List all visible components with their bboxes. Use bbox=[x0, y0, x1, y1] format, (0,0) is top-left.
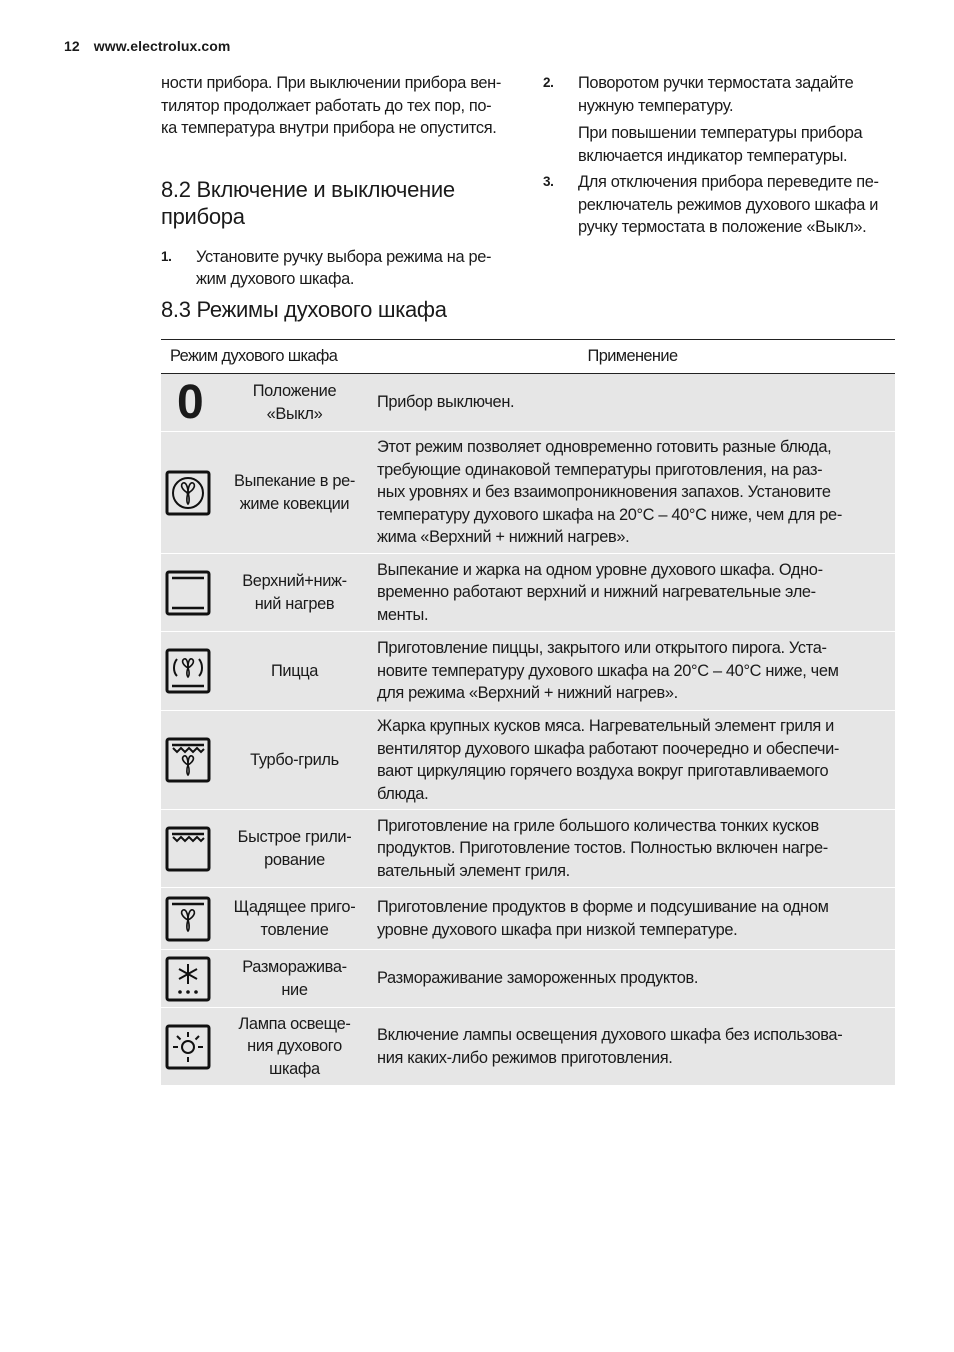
defrost-icon bbox=[165, 956, 211, 1002]
top-bottom-heat-icon bbox=[165, 570, 211, 616]
table-row bbox=[161, 632, 895, 711]
mode-name: Лампа освеще- ния духового шкафа bbox=[219, 1008, 370, 1086]
oven-modes-table bbox=[161, 339, 895, 1086]
table-row bbox=[161, 950, 895, 1008]
mode-description: Приготовление на гриле большого количества тонких кусков продуктов. Приготовление тостов. Полностью включен нагре- вательный элемент гриля. bbox=[370, 810, 895, 888]
mode-description: Размораживание замороженных продуктов. bbox=[370, 950, 895, 1008]
table-row bbox=[161, 711, 895, 810]
table-row bbox=[161, 888, 895, 950]
zero-symbol: 0 bbox=[177, 375, 203, 429]
mode-description: Выпекание и жарка на одном уровне духового шкафа. Одно- временно работают верхний и нижний нагревательные эле- менты. bbox=[370, 554, 895, 632]
step-1: 1. Установите ручку выбора режима на ре- жим духового шкафа. bbox=[161, 247, 492, 288]
mode-description: Приготовление продуктов в форме и подсушивание на одном уровне духового шкафа при низкой температуре. bbox=[370, 888, 895, 950]
table-row bbox=[161, 432, 895, 554]
table-row bbox=[161, 374, 895, 432]
mode-description: Этот режим позволяет одновременно готовить разные блюда, требующие одинаковой температуры приготовления, на раз- ных уровнях и без взаимопроникновения запахов. Установите температуру духового шкафа на 20°C – 40°C ниже, чем для ре- жима «Верхний + нижний нагрев». bbox=[370, 432, 895, 554]
table-row bbox=[161, 810, 895, 888]
section-8-2-title: 8.2 Включение и выключение прибора bbox=[161, 176, 455, 229]
table-row bbox=[161, 1008, 895, 1086]
mode-description: Жарка крупных кусков мяса. Нагревательный элемент гриля и вентилятор духового шкафа работают поочередно и обеспечи- вают циркуляцию горячего воздуха вокруг приготавливаемого блюда. bbox=[370, 711, 895, 810]
section-number: 8.3 bbox=[161, 297, 191, 322]
table-row bbox=[161, 554, 895, 632]
gentle-cooking-icon bbox=[165, 896, 211, 942]
mode-name: Быстрое грили- рование bbox=[219, 810, 370, 888]
left-column bbox=[161, 72, 513, 291]
mode-description: Прибор выключен. bbox=[370, 374, 895, 432]
right-column bbox=[543, 72, 895, 239]
fan-convection-icon bbox=[165, 470, 211, 516]
lamp-icon bbox=[165, 1024, 211, 1070]
intro-paragraph: ности прибора. При выключении прибора вен- тилятор продолжает работать до тех пор, по- ка температура внутри прибора не опустится. bbox=[161, 74, 501, 137]
step-3: 3. Для отключения прибора переведите пе- реключатель режимов духового шкафа и ручку термостата в положение «Выкл». bbox=[543, 173, 879, 236]
mode-name: Щадящее приго- товление bbox=[219, 888, 370, 950]
column-header-mode: Режим духового шкафа bbox=[161, 340, 370, 374]
column-header-use: Применение bbox=[370, 340, 895, 374]
mode-name: Верхний+ниж- ний нагрев bbox=[219, 554, 370, 632]
site-url: www.electrolux.com bbox=[93, 38, 231, 54]
mode-description: Включение лампы освещения духового шкафа без использова- ния каких-либо режимов приготовления. bbox=[370, 1008, 895, 1086]
mode-name: Выпекание в ре- жиме ковекции bbox=[219, 432, 370, 554]
mode-name: Разморажива- ние bbox=[219, 950, 370, 1008]
pizza-icon bbox=[165, 648, 211, 694]
mode-name: Турбо-гриль bbox=[219, 711, 370, 810]
page-header bbox=[64, 38, 230, 54]
mode-name: Пицца bbox=[219, 632, 370, 711]
page-number: 12 bbox=[64, 38, 80, 54]
fast-grill-icon bbox=[165, 826, 211, 872]
turbo-grill-icon bbox=[165, 737, 211, 783]
mode-name: Положение «Выкл» bbox=[219, 374, 370, 432]
step-2: 2. Поворотом ручки термостата задайте нужную температуру. При повышении температуры прибора включается индикатор температуры. bbox=[543, 74, 863, 165]
section-8-3-title: 8.3 Режимы духового шкафа bbox=[161, 297, 447, 322]
section-number: 8.2 bbox=[161, 176, 191, 202]
table-header-row bbox=[161, 340, 895, 374]
mode-description: Приготовление пиццы, закрытого или открытого пирога. Уста- новите температуру духового шкафа на 20°C – 40°C ниже, чем для режима «Верхний + нижний нагрев». bbox=[370, 632, 895, 711]
